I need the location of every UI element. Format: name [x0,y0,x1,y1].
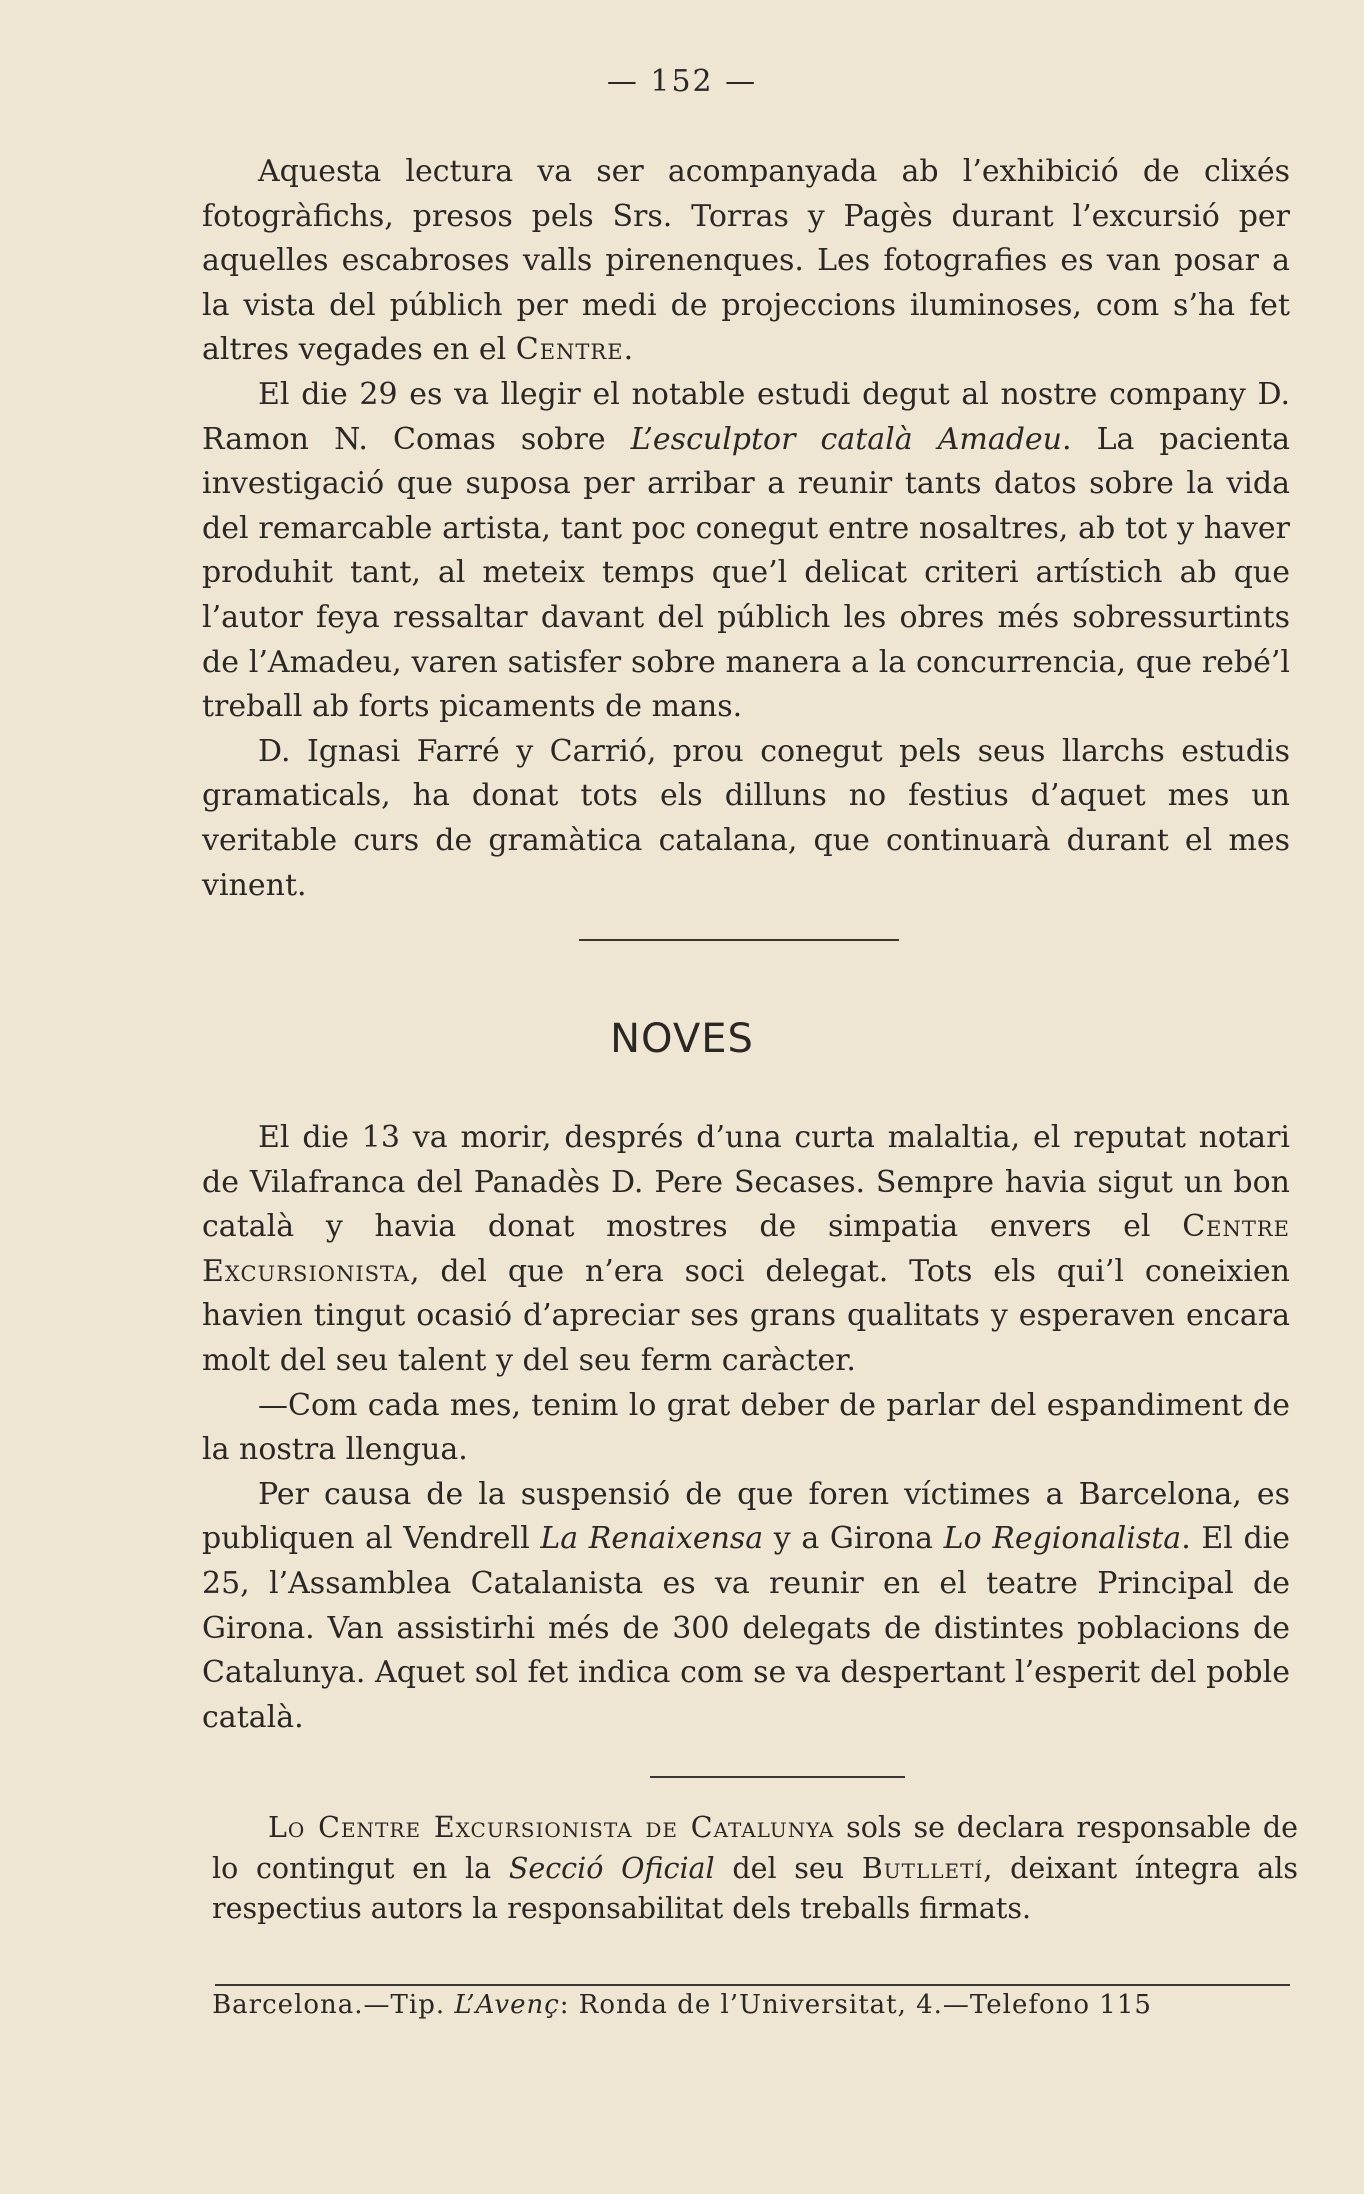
paragraph-slides: Aquesta lectura va ser acompanyada ab l’exhibició de clixés fotogràfichs, presos pels Srs. Torras y Pagès durant l’excursió per aquelles escabroses valls pirenenques. Les fotografies es van posar a la vista del públich per medi de projeccions iluminoses, com s’ha fet altres vegades en el Centre. [202,154,1290,368]
paragraph-comas-study: El die 29 es va llegir el notable estudi degut al nostre company D. Ramon N. Comas sobre L’esculptor català Amadeu. La pacienta investigació que suposa per arribar a reunir tants datos sobre la vida del remarcable artista, tant poc conegut entre nosaltres, ab tot y haver produhit tant, al meteix temps que’l delicat criteri artístich ab que l’autor feya ressaltar davant del públich les obres més sobressurtints de l’Amadeu, varen satisfer sobre manera a la concurrencia, que rebé’l treball ab forts picaments de mans. [202,376,1290,725]
section-heading: NOVES [610,1016,754,1062]
notice-divider [650,1776,905,1778]
section-report [202,150,1290,908]
paragraph-language: —Com cada mes, tenim lo grat deber de parlar del espandiment de la nostra llengua. [202,1387,1290,1468]
page-number: — 152 — [606,64,758,99]
disclaimer-text: Lo Centre Excursionista de Catalunya sols se declara responsable de lo contingut en la Secció Oficial del seu Butlletí, deixant íntegra als respectius autors la responsabilitat dels treballs firmats. [212,1811,1298,1925]
paragraph-publications: Per causa de la suspensió de que foren víctimes a Barcelona, es publiquen al Vendrell La Renaixensa y a Girona Lo Regionalista. El die 25, l’Assamblea Catalanista es va reunir en el teatre Principal de Girona. Van assistirhi més de 300 delegats de distintes poblacions de Catalunya. Aquet sol fet indica com se va despertant l’esperit del poble català. [202,1476,1290,1735]
disclaimer-notice [212,1808,1298,1930]
footer-rule [215,1984,1290,1986]
section-divider [579,939,899,941]
imprint-line: Barcelona.—Tip. L’Avenç: Ronda de l’Universitat, 4.—Telefono 115 [212,1990,1152,2020]
paragraph-grammar-course: D. Ignasi Farré y Carrió, prou conegut pels seus llarchs estudis gramaticals, ha donat tots els dilluns no festius d’aquet mes un veritable curs de gramàtica catalana, que continuarà durant el mes vinent. [202,733,1290,903]
paragraph-secases-obituary: El die 13 va morir, després d’una curta malaltia, el reputat notari de Vilafranca del Panadès D. Pere Secases. Sempre havia sigut un bon català y havia donat mostres de simpatia envers el Centre Excursionista, del que n’era soci delegat. Tots els qui’l coneixien havien tingut ocasió d’apreciar ses grans qualitats y esperaven encara molt del seu talent y del seu ferm caràcter. [202,1120,1290,1378]
section-news [202,1116,1290,1740]
